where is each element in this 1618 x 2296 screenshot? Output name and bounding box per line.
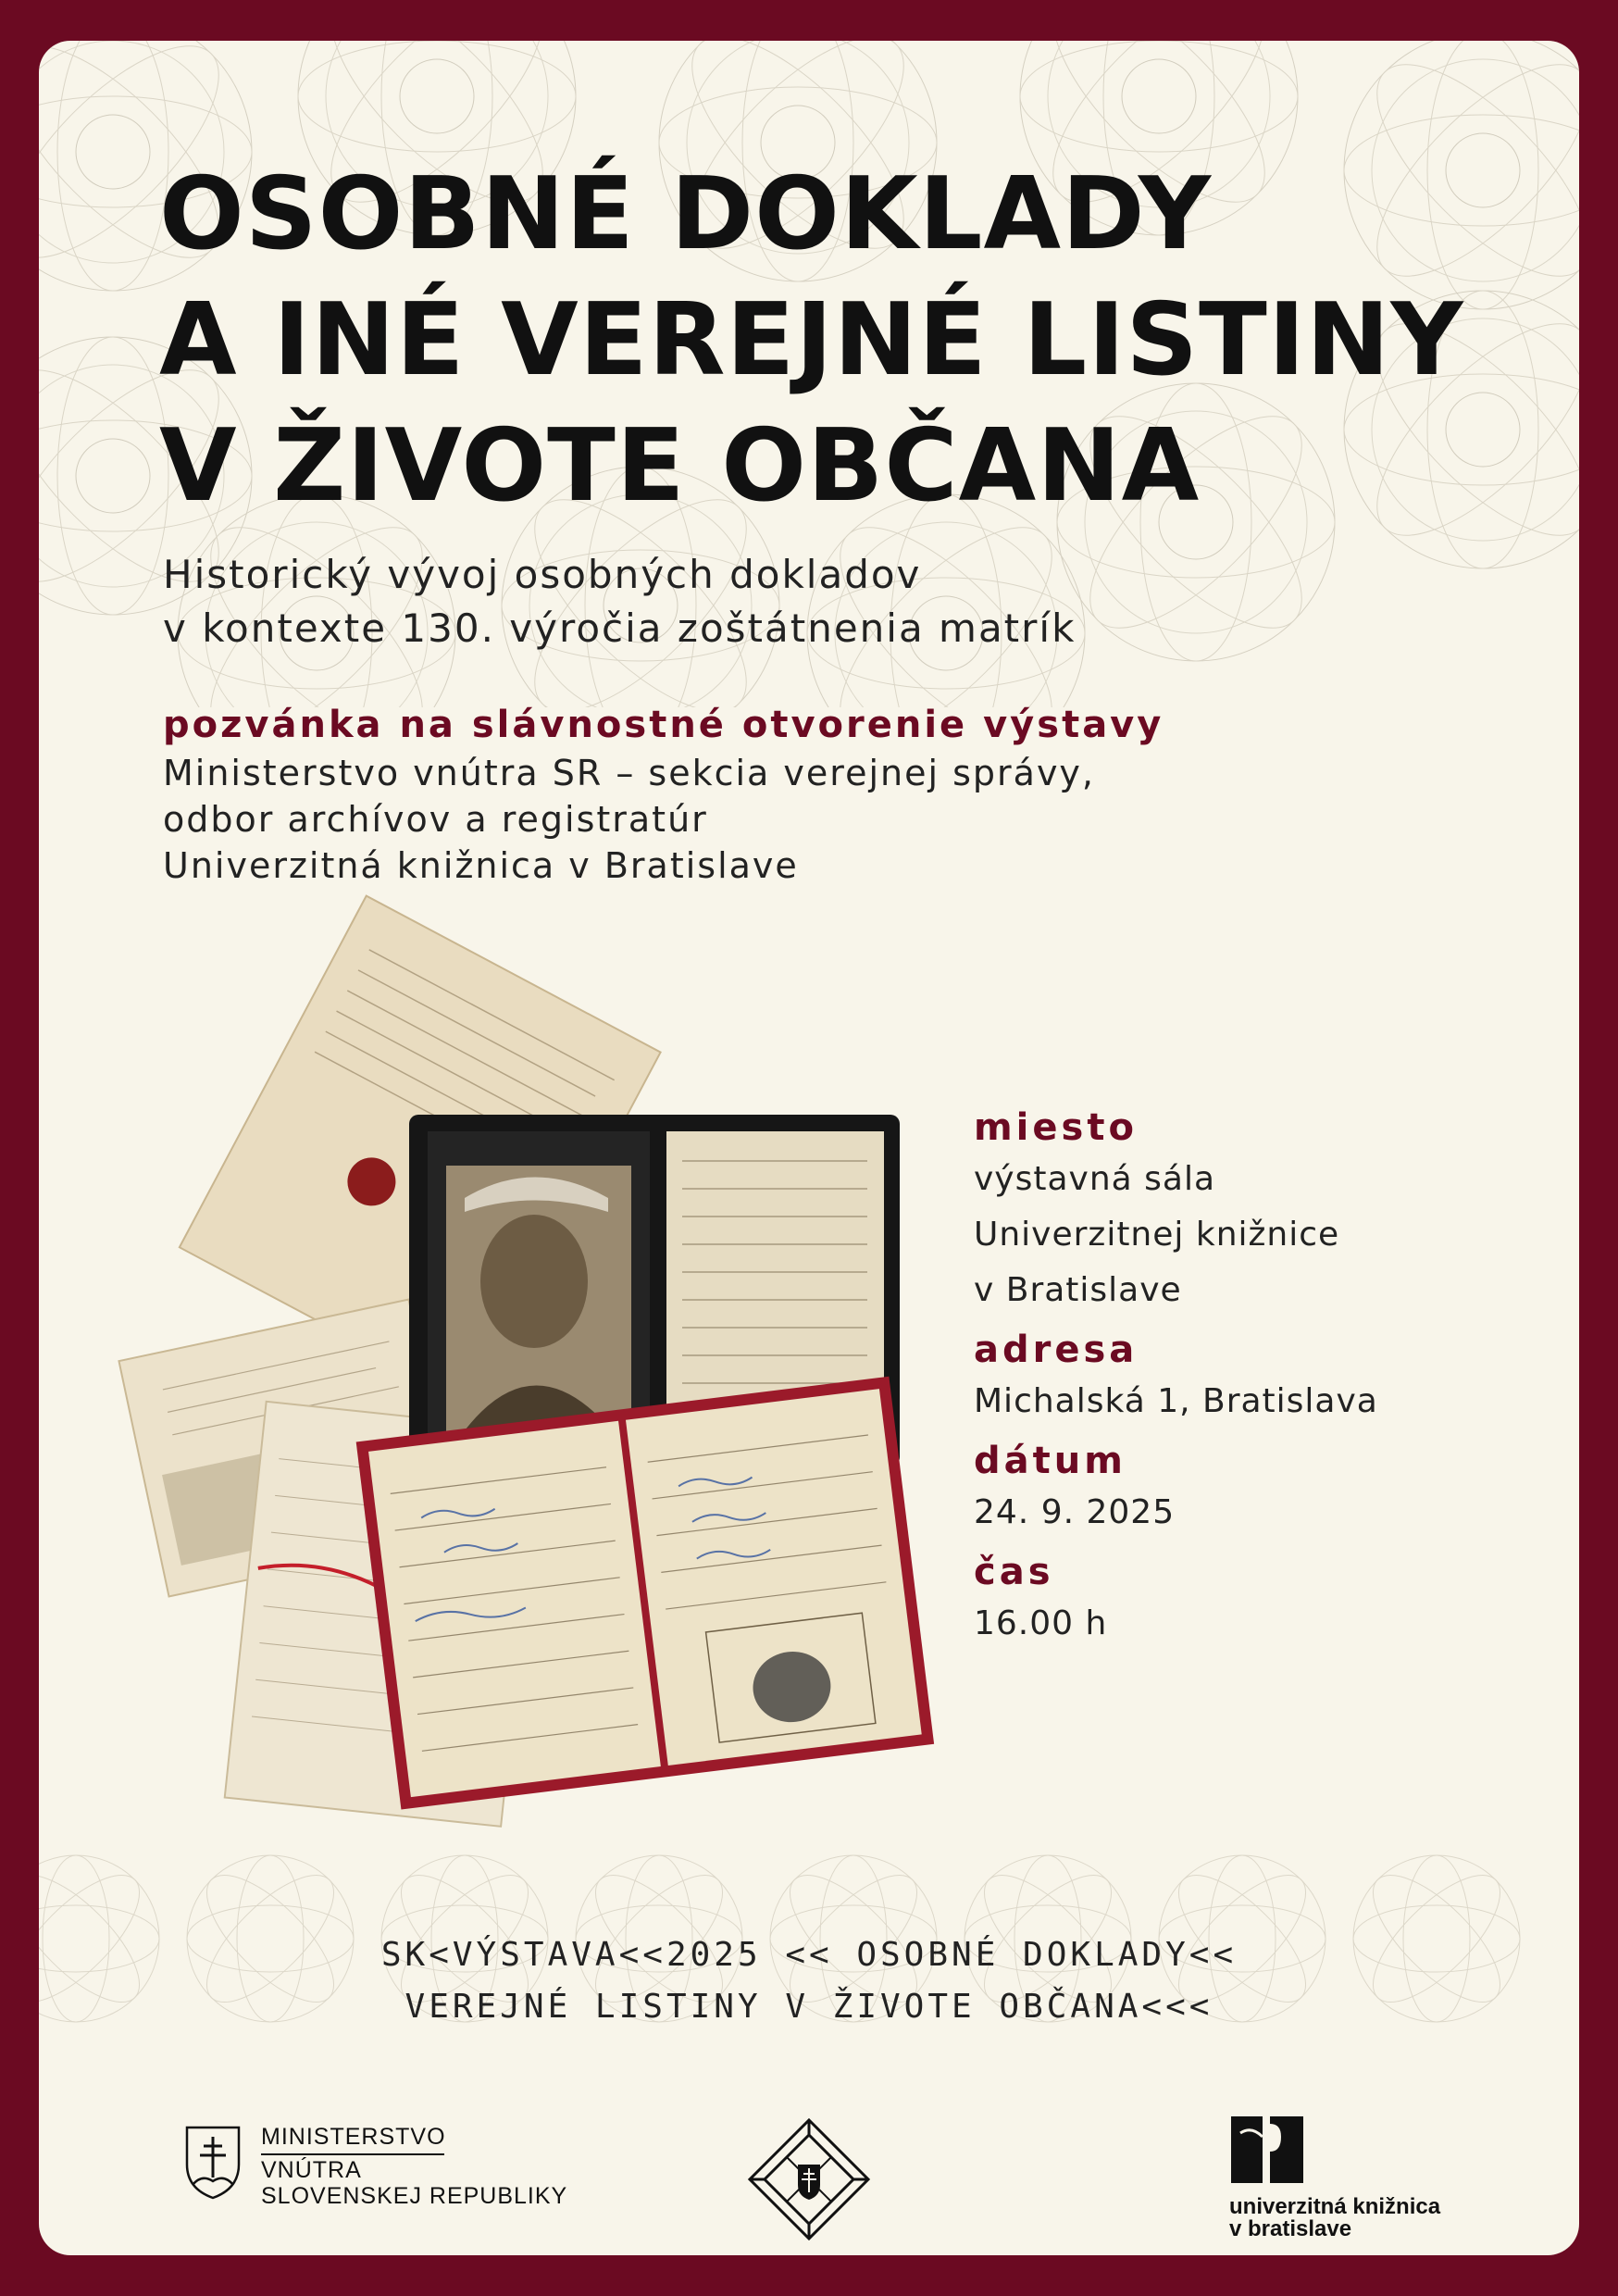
ministry-name-line: SLOVENSKEJ REPUBLIKY [261, 2183, 568, 2209]
mrz-line-1: SK<VÝSTAVA<<2025 << OSOBNÉ DOKLADY<< [380, 1936, 1238, 1974]
logo-row [39, 2115, 1579, 2244]
invitation-block [163, 700, 1164, 889]
machine-readable-zone [39, 1929, 1579, 2033]
library-name-line: v bratislave [1229, 2216, 1352, 2241]
slovak-coat-of-arms-icon [183, 2124, 243, 2202]
university-library-logo [1229, 2115, 1441, 2241]
historical-documents-photo [104, 892, 974, 1828]
title-line-3: V ŽIVOTE OBČANA [159, 408, 1201, 524]
poster-card [39, 41, 1579, 2255]
date-label: dátum [974, 1440, 1126, 1482]
organizer-line: Ministerstvo vnútra SR – sekcia verejnej správy, [163, 753, 1095, 793]
title-line-1: OSOBNÉ DOKLADY [159, 156, 1213, 272]
place-line: Univerzitnej knižnice [974, 1216, 1340, 1254]
library-logo-icon [1229, 2115, 1305, 2185]
ministry-name-line: MINISTERSTVO [261, 2124, 446, 2150]
archive-emblem-icon [744, 2115, 874, 2244]
place-line: v Bratislave [974, 1271, 1182, 1309]
invitation-heading: pozvánka na slávnostné otvorenie výstavy [163, 704, 1164, 746]
subtitle-line-2: v kontexte 130. výročia zoštátnenia matrík [163, 605, 1077, 651]
place-line: výstavná sála [974, 1160, 1216, 1198]
organizer-line: odbor archívov a registratúr [163, 799, 708, 840]
library-name-line: univerzitná knižnica [1229, 2194, 1441, 2219]
mrz-line-2: VEREJNÉ LISTINY V ŽIVOTE OBČANA<<< [404, 1988, 1214, 2026]
address-label: adresa [974, 1329, 1139, 1371]
date-value: 24. 9. 2025 [974, 1493, 1176, 1531]
title-line-2: A INÉ VEREJNÉ LISTINY [159, 282, 1464, 398]
red-id-booklet-image [356, 1377, 934, 1810]
ministry-logo [183, 2124, 568, 2209]
poster-title [159, 152, 1464, 530]
time-label: čas [974, 1551, 1054, 1593]
subtitle-line-1: Historický vývoj osobných dokladov [163, 552, 922, 597]
library-logo-text [1229, 2196, 1440, 2240]
address-value: Michalská 1, Bratislava [974, 1382, 1378, 1420]
event-details [974, 1104, 1378, 1652]
time-value: 16.00 h [974, 1604, 1108, 1642]
ministry-name-line: VNÚTRA [261, 2157, 362, 2183]
poster-subtitle [163, 548, 1076, 655]
ministry-logo-text [261, 2124, 567, 2209]
place-label: miesto [974, 1106, 1138, 1149]
organizer-line: Univerzitná knižnica v Bratislave [163, 845, 799, 886]
